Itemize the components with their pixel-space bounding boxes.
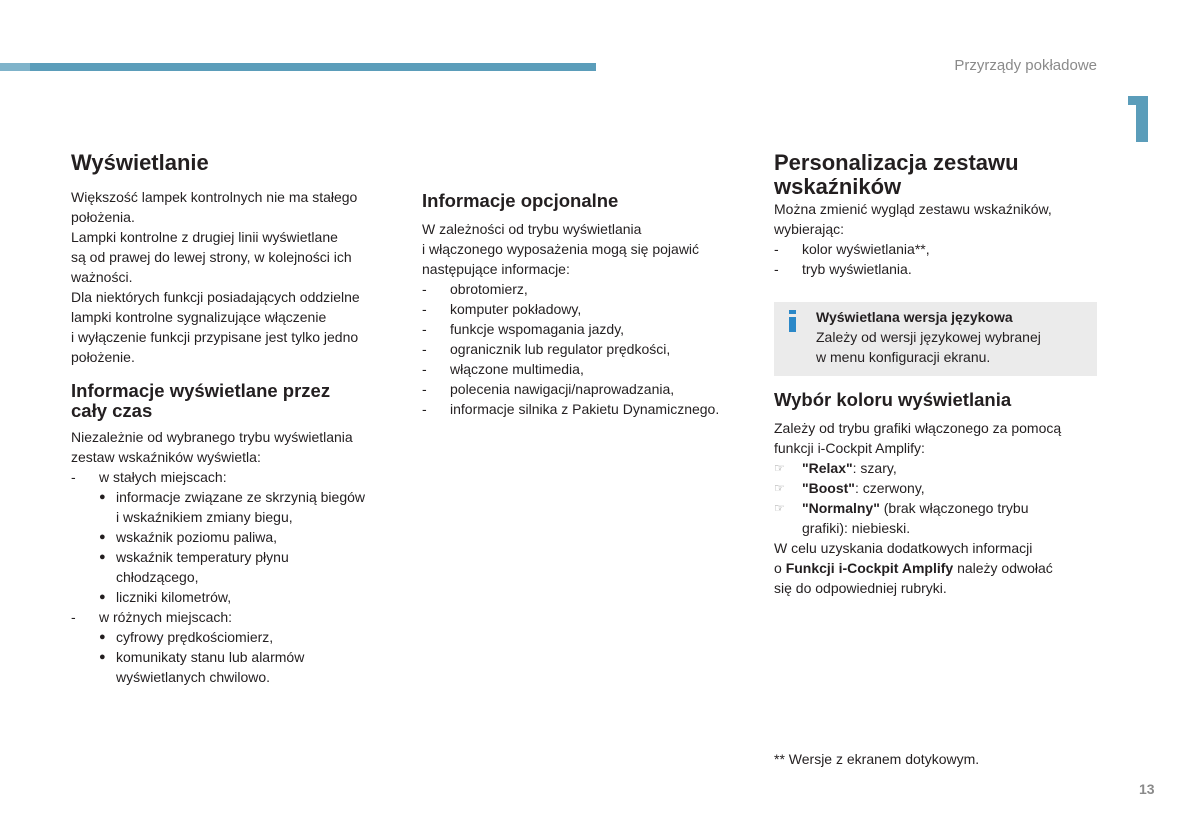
bullet-marker: ●: [99, 491, 106, 503]
list-item: [422, 359, 762, 379]
list-item: [422, 299, 762, 319]
paragraph-line: Zależy od trybu grafiki włączonego za pomocą: [774, 420, 1062, 436]
mode-desc: : szary,: [852, 460, 897, 476]
list-item: [71, 467, 401, 487]
bullet-marker: -: [774, 261, 779, 277]
paragraph-line: Można zmienić wygląd zestawu wskaźników,: [774, 201, 1052, 217]
color-section: [774, 390, 1104, 598]
column-2: [422, 191, 762, 419]
color-mode-item: [774, 458, 1104, 478]
bullet-marker: -: [422, 381, 427, 397]
bullet-marker: -: [71, 469, 76, 485]
paragraph-line: funkcji i-Cockpit Amplify:: [774, 440, 925, 456]
info-icon: [788, 310, 796, 332]
list-item-text: polecenia nawigacji/naprowadzania,: [450, 381, 675, 397]
bullet-marker: -: [422, 321, 427, 337]
list-item-text: ogranicznik lub regulator prędkości,: [450, 341, 671, 357]
mode-desc: : czerwony,: [854, 480, 925, 496]
column-3: [774, 151, 1104, 279]
bullet-marker: ●: [99, 631, 106, 643]
bullet-marker: ●: [99, 591, 106, 603]
chapter-number-1: [1128, 96, 1148, 142]
heading-personalization: Personalizacja zestawu: [774, 150, 1019, 175]
list-item-text: obrotomierz,: [450, 281, 528, 297]
text: należy odwołać: [953, 560, 1053, 576]
list-item: [422, 339, 762, 359]
heading-personalization: wskaźników: [774, 174, 902, 199]
header-bar: [0, 63, 596, 71]
list-item: [71, 627, 401, 647]
heading-always-shown: Informacje wyświetlane przez: [71, 380, 331, 401]
color-mode-item: [774, 498, 1104, 538]
bullet-marker: -: [774, 241, 779, 257]
paragraph-line: lampki kontrolne sygnalizujące włączenie: [71, 309, 327, 325]
list-item-continuation: wyświetlanych chwilowo.: [116, 669, 271, 685]
paragraph-line: i włączonego wyposażenia mogą się pojawić: [422, 241, 700, 257]
heading-optional-info: Informacje opcjonalne: [422, 190, 619, 211]
heading-always-shown: cały czas: [71, 400, 153, 421]
paragraph-line: zestaw wskaźników wyświetla:: [71, 449, 261, 465]
column-1: [71, 151, 401, 687]
info-line: w menu konfiguracji ekranu.: [816, 349, 991, 365]
paragraph-line: ważności.: [71, 269, 133, 285]
paragraph-line: się do odpowiedniej rubryki.: [774, 580, 947, 596]
list-item: [71, 647, 401, 687]
bullet-marker: ●: [99, 531, 106, 543]
list-item-text: wskaźnik temperatury płynu: [116, 549, 289, 565]
paragraph-line: Dla niektórych funkcji posiadających oddzielne: [71, 289, 360, 305]
bullet-marker: -: [422, 301, 427, 317]
mode-desc: (brak włączonego trybu: [879, 500, 1029, 516]
list-item-text: w różnych miejscach:: [99, 609, 233, 625]
paragraph-line: [774, 558, 1104, 578]
list-item-continuation: i wskaźnikiem zmiany biegu,: [116, 509, 293, 525]
list-item-text: kolor wyświetlania**,: [802, 241, 930, 257]
list-item-text: funkcje wspomagania jazdy,: [450, 321, 625, 337]
mode-name: "Relax": [802, 460, 853, 476]
info-title: Wyświetlana wersja językowa: [816, 309, 1013, 325]
mode-name: "Boost": [802, 480, 855, 496]
info-line: Zależy od wersji językowej wybranej: [816, 329, 1041, 345]
info-box: [774, 302, 1097, 376]
list-item: [422, 399, 762, 419]
paragraph-line: położenia.: [71, 209, 135, 225]
hand-pointer-icon: ☞: [774, 481, 785, 495]
paragraph-line: W zależności od trybu wyświetlania: [422, 221, 642, 237]
bullet-marker: -: [71, 609, 76, 625]
paragraph-line: położenie.: [71, 349, 135, 365]
list-item-text: komputer pokładowy,: [450, 301, 582, 317]
list-item-text: komunikaty stanu lub alarmów: [116, 649, 305, 665]
bullet-marker: -: [422, 401, 427, 417]
paragraph-line: są od prawej do lewej strony, w kolejności ich: [71, 249, 352, 265]
list-item: [422, 319, 762, 339]
list-item-text: liczniki kilometrów,: [116, 589, 232, 605]
bullet-marker: -: [422, 281, 427, 297]
list-item: [422, 379, 762, 399]
list-item-continuation: chłodzącego,: [116, 569, 199, 585]
hand-pointer-icon: ☞: [774, 461, 785, 475]
list-item-text: informacje związane ze skrzynią biegów: [116, 489, 365, 505]
list-item: [71, 487, 401, 527]
bullet-marker: -: [422, 341, 427, 357]
paragraph-line: Lampki kontrolne z drugiej linii wyświetlane: [71, 229, 338, 245]
list-item: [71, 547, 401, 587]
bullet-marker: -: [422, 361, 427, 377]
list-item-text: wskaźnik poziomu paliwa,: [116, 529, 278, 545]
color-mode-item: [774, 478, 1104, 498]
mode-name: "Normalny": [802, 500, 880, 516]
hand-pointer-icon: ☞: [774, 501, 785, 515]
heading-wyswietlanie: Wyświetlanie: [71, 150, 209, 175]
paragraph-line: następujące informacje:: [422, 261, 570, 277]
list-item-text: włączone multimedia,: [450, 361, 584, 377]
list-item: [71, 607, 401, 627]
text: o: [774, 560, 786, 576]
list-item-text: tryb wyświetlania.: [802, 261, 912, 277]
list-item: [71, 527, 401, 547]
mode-desc-continuation: grafiki): niebieski.: [802, 520, 911, 536]
paragraph-line: W celu uzyskania dodatkowych informacji: [774, 540, 1033, 556]
list-item: [774, 259, 1104, 279]
list-item-text: informacje silnika z Pakietu Dynamicznego.: [450, 401, 720, 417]
list-item-text: w stałych miejscach:: [99, 469, 227, 485]
footnote: ** Wersje z ekranem dotykowym.: [774, 751, 980, 767]
list-item: [774, 239, 1104, 259]
bullet-marker: ●: [99, 651, 106, 663]
list-item-text: cyfrowy prędkościomierz,: [116, 629, 274, 645]
paragraph-line: i wyłączenie funkcji przypisane jest tylko jedno: [71, 329, 359, 345]
feature-link-text: Funkcji i-Cockpit Amplify: [785, 560, 954, 576]
heading-color-choice: Wybór koloru wyświetlania: [774, 389, 1012, 410]
list-item: [422, 279, 762, 299]
paragraph-line: wybierając:: [774, 221, 845, 237]
paragraph-line: Niezależnie od wybranego trybu wyświetlania: [71, 429, 353, 445]
paragraph-line: Większość lampek kontrolnych nie ma stałego: [71, 189, 358, 205]
list-item: [71, 587, 401, 607]
section-title: Przyrządy pokładowe: [954, 57, 1097, 74]
bullet-marker: ●: [99, 551, 106, 563]
page-number: 13: [1139, 781, 1155, 797]
